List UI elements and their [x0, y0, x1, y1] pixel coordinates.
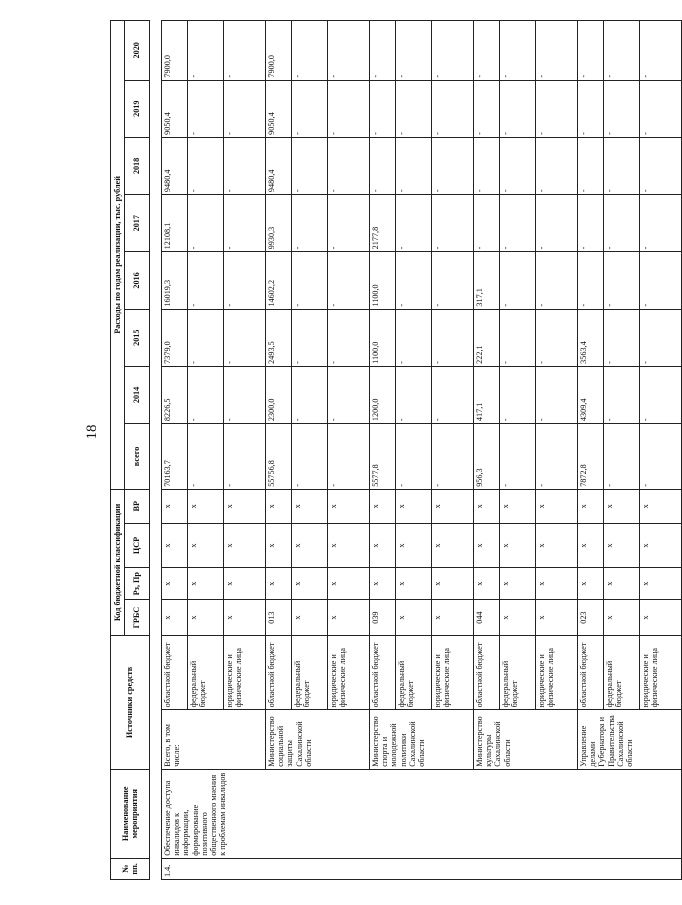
year-value: - — [328, 137, 370, 194]
code-rzpr: x — [292, 568, 328, 600]
year-value: - — [328, 309, 370, 366]
code-csr: x — [188, 523, 224, 568]
year-value: - — [188, 366, 224, 423]
code-grbs: 039 — [370, 600, 396, 636]
code-csr: x — [370, 523, 396, 568]
year-value: - — [396, 80, 432, 137]
year-value: - — [292, 309, 328, 366]
year-value: - — [432, 252, 474, 309]
funding-source: областной бюджет — [578, 636, 604, 710]
code-rzpr: x — [224, 568, 266, 600]
year-value: - — [292, 80, 328, 137]
year-value: 7900,0 — [162, 21, 188, 81]
year-value: - — [224, 137, 266, 194]
year-value: - — [500, 195, 536, 252]
total-value: 70163,7 — [162, 424, 188, 490]
code-vr: x — [604, 489, 640, 523]
year-value: - — [328, 252, 370, 309]
year-value: 1200,0 — [370, 366, 396, 423]
code-csr: x — [474, 523, 500, 568]
year-value: 317,1 — [474, 252, 500, 309]
code-rzpr: x — [188, 568, 224, 600]
year-value: 9050,4 — [266, 80, 292, 137]
year-value: - — [604, 137, 640, 194]
header-expenses-group: Расходы по годам реализации, тыс. рублей — [111, 21, 125, 490]
year-value: - — [396, 252, 432, 309]
header-year: 2019 — [125, 80, 150, 137]
year-value: 12108,1 — [162, 195, 188, 252]
code-grbs: x — [188, 600, 224, 636]
header-year: 2020 — [125, 21, 150, 81]
header-row-1 — [111, 21, 125, 880]
executor-label: Министерство спорта и молодежной политики Сахалинской области — [370, 710, 474, 769]
year-value: - — [578, 195, 604, 252]
year-value: 417,1 — [474, 366, 500, 423]
year-value: 9930,3 — [266, 195, 292, 252]
year-value: - — [604, 252, 640, 309]
funding-source: юридические и физические лица — [640, 636, 682, 710]
total-value: 5577,8 — [370, 424, 396, 490]
year-value: - — [474, 80, 500, 137]
code-grbs: x — [162, 600, 188, 636]
year-value: - — [396, 366, 432, 423]
year-value: - — [536, 80, 578, 137]
code-rzpr: x — [432, 568, 474, 600]
total-value: 55756,8 — [266, 424, 292, 490]
header-year: 2016 — [125, 252, 150, 309]
table-row — [578, 21, 604, 880]
year-value: - — [604, 309, 640, 366]
code-rzpr: x — [640, 568, 682, 600]
year-value: - — [500, 366, 536, 423]
code-vr: x — [396, 489, 432, 523]
year-value: - — [370, 80, 396, 137]
year-value: - — [188, 309, 224, 366]
year-value: 7379,0 — [162, 309, 188, 366]
year-value: 1100,0 — [370, 309, 396, 366]
year-value: 7900,0 — [266, 21, 292, 81]
year-value: - — [578, 137, 604, 194]
year-value: - — [396, 21, 432, 81]
year-value: - — [224, 195, 266, 252]
code-grbs: x — [292, 600, 328, 636]
code-grbs: 013 — [266, 600, 292, 636]
code-rzpr: x — [266, 568, 292, 600]
year-value: - — [328, 80, 370, 137]
code-vr: x — [188, 489, 224, 523]
year-value: - — [292, 252, 328, 309]
year-value: - — [578, 80, 604, 137]
year-value: - — [432, 195, 474, 252]
year-value: - — [536, 21, 578, 81]
code-rzpr: x — [396, 568, 432, 600]
year-value: - — [224, 80, 266, 137]
year-value: - — [292, 195, 328, 252]
header-year: 2018 — [125, 137, 150, 194]
code-csr: x — [536, 523, 578, 568]
year-value: - — [474, 195, 500, 252]
year-value: - — [432, 80, 474, 137]
code-csr: x — [640, 523, 682, 568]
code-csr: x — [500, 523, 536, 568]
year-value: - — [640, 80, 682, 137]
year-value: 3563,4 — [578, 309, 604, 366]
funding-source: областной бюджет — [370, 636, 396, 710]
year-value: 14602,2 — [266, 252, 292, 309]
page-number: 18 — [84, 424, 100, 440]
header-total: всего — [125, 424, 150, 490]
code-csr: x — [396, 523, 432, 568]
header-year: 2014 — [125, 366, 150, 423]
year-value: - — [500, 137, 536, 194]
total-value: - — [604, 424, 640, 490]
code-csr: x — [432, 523, 474, 568]
year-value: - — [370, 21, 396, 81]
item-name: Обеспечение доступа инвалидов к информации, формирование позитивного общественного мнения к проблемам инвалидов — [162, 769, 682, 858]
code-csr: x — [292, 523, 328, 568]
executor-label: Всего, в том числе: — [162, 710, 266, 769]
year-value: - — [396, 195, 432, 252]
header-year: 2017 — [125, 195, 150, 252]
year-value: - — [188, 252, 224, 309]
header-csr: ЦСР — [125, 523, 150, 568]
year-value: 2300,0 — [266, 366, 292, 423]
year-value: - — [224, 21, 266, 81]
executor-label: Управление делами Губернатора и Правительства Сахалинской области — [578, 710, 682, 769]
total-value: - — [188, 424, 224, 490]
rotated-table-region — [110, 20, 660, 880]
code-grbs: x — [500, 600, 536, 636]
header-year: 2015 — [125, 309, 150, 366]
year-value: 222,1 — [474, 309, 500, 366]
year-value: 4309,4 — [578, 366, 604, 423]
code-rzpr: x — [328, 568, 370, 600]
year-value: - — [640, 137, 682, 194]
code-rzpr: x — [578, 568, 604, 600]
funding-source: областной бюджет — [162, 636, 188, 710]
year-value: - — [536, 366, 578, 423]
year-value: - — [500, 21, 536, 81]
year-value: - — [328, 195, 370, 252]
total-value: - — [640, 424, 682, 490]
year-value: 2177,8 — [370, 195, 396, 252]
year-value: 2493,5 — [266, 309, 292, 366]
year-value: - — [224, 366, 266, 423]
year-value: - — [432, 137, 474, 194]
code-vr: x — [536, 489, 578, 523]
code-vr: x — [266, 489, 292, 523]
year-value: - — [604, 21, 640, 81]
header-num: № пп. — [111, 858, 150, 879]
total-value: - — [500, 424, 536, 490]
year-value: 9480,4 — [162, 137, 188, 194]
code-vr: x — [432, 489, 474, 523]
year-value: 1100,0 — [370, 252, 396, 309]
year-value: - — [188, 80, 224, 137]
total-value: - — [224, 424, 266, 490]
total-value: - — [432, 424, 474, 490]
year-value: - — [536, 195, 578, 252]
table-row — [370, 21, 396, 880]
budget-table — [110, 20, 682, 880]
year-value: - — [604, 195, 640, 252]
header-grbs: ГРБС — [125, 600, 150, 636]
code-rzpr: x — [370, 568, 396, 600]
total-value: - — [328, 424, 370, 490]
year-value: - — [292, 21, 328, 81]
code-grbs: 044 — [474, 600, 500, 636]
funding-source: федеральный бюджет — [188, 636, 224, 710]
year-value: - — [474, 137, 500, 194]
code-csr: x — [266, 523, 292, 568]
total-value: - — [292, 424, 328, 490]
code-vr: x — [370, 489, 396, 523]
year-value: - — [604, 80, 640, 137]
code-grbs: x — [640, 600, 682, 636]
year-value: - — [396, 309, 432, 366]
year-value: - — [292, 366, 328, 423]
year-value: 9480,4 — [266, 137, 292, 194]
total-value: 956,3 — [474, 424, 500, 490]
total-value: 7872,8 — [578, 424, 604, 490]
code-vr: x — [474, 489, 500, 523]
code-grbs: x — [328, 600, 370, 636]
funding-source: областной бюджет — [474, 636, 500, 710]
header-source: Источники средств — [111, 636, 150, 770]
table-row — [474, 21, 500, 880]
year-value: - — [292, 137, 328, 194]
code-csr: x — [604, 523, 640, 568]
code-rzpr: x — [604, 568, 640, 600]
year-value: - — [640, 21, 682, 81]
code-grbs: x — [224, 600, 266, 636]
year-value: - — [536, 252, 578, 309]
year-value: 16019,3 — [162, 252, 188, 309]
code-grbs: x — [604, 600, 640, 636]
year-value: - — [536, 137, 578, 194]
year-value: - — [432, 21, 474, 81]
year-value: - — [578, 21, 604, 81]
year-value: - — [224, 252, 266, 309]
code-vr: x — [578, 489, 604, 523]
year-value: - — [578, 252, 604, 309]
year-value: - — [188, 195, 224, 252]
code-rzpr: x — [162, 568, 188, 600]
year-value: 9050,4 — [162, 80, 188, 137]
column-number-row — [150, 21, 162, 880]
year-value: - — [224, 309, 266, 366]
code-csr: x — [578, 523, 604, 568]
code-vr: x — [162, 489, 188, 523]
total-value: - — [536, 424, 578, 490]
funding-source: федеральный бюджет — [500, 636, 536, 710]
code-csr: x — [224, 523, 266, 568]
item-number: 1.4. — [162, 858, 682, 879]
table-row — [162, 21, 188, 880]
funding-source: юридические и физические лица — [536, 636, 578, 710]
table-row — [266, 21, 292, 880]
executor-label: Министерство культуры Сахалинской области — [474, 710, 578, 769]
funding-source: федеральный бюджет — [292, 636, 328, 710]
funding-source: областной бюджет — [266, 636, 292, 710]
code-vr: x — [640, 489, 682, 523]
code-vr: x — [500, 489, 536, 523]
funding-source: юридические и физические лица — [328, 636, 370, 710]
year-value: 8226,5 — [162, 366, 188, 423]
year-value: - — [500, 309, 536, 366]
code-vr: x — [292, 489, 328, 523]
header-code-group: Код бюджетной классификации — [111, 489, 125, 635]
year-value: - — [500, 80, 536, 137]
code-csr: x — [162, 523, 188, 568]
year-value: - — [188, 21, 224, 81]
year-value: - — [640, 195, 682, 252]
year-value: - — [474, 21, 500, 81]
year-value: - — [188, 137, 224, 194]
year-value: - — [640, 309, 682, 366]
year-value: - — [328, 21, 370, 81]
code-grbs: 023 — [578, 600, 604, 636]
total-value: - — [396, 424, 432, 490]
year-value: - — [432, 309, 474, 366]
code-grbs: x — [396, 600, 432, 636]
year-value: - — [328, 366, 370, 423]
header-name: Наименование мероприятия — [111, 769, 150, 858]
code-grbs: x — [536, 600, 578, 636]
funding-source: федеральный бюджет — [396, 636, 432, 710]
code-vr: x — [224, 489, 266, 523]
rotated-table-container — [110, 20, 660, 880]
year-value: - — [370, 137, 396, 194]
year-value: - — [500, 252, 536, 309]
funding-source: юридические и физические лица — [432, 636, 474, 710]
header-rzpr: Рз, Пр — [125, 568, 150, 600]
year-value: - — [604, 366, 640, 423]
funding-source: федеральный бюджет — [604, 636, 640, 710]
year-value: - — [536, 309, 578, 366]
code-rzpr: x — [500, 568, 536, 600]
year-value: - — [396, 137, 432, 194]
code-vr: x — [328, 489, 370, 523]
year-value: - — [640, 252, 682, 309]
year-value: - — [640, 366, 682, 423]
code-grbs: x — [432, 600, 474, 636]
code-rzpr: x — [536, 568, 578, 600]
executor-label: Министерство социальной защиты Сахалинской области — [266, 710, 370, 769]
year-value: - — [432, 366, 474, 423]
funding-source: юридические и физические лица — [224, 636, 266, 710]
header-vr: ВР — [125, 489, 150, 523]
code-csr: x — [328, 523, 370, 568]
code-rzpr: x — [474, 568, 500, 600]
